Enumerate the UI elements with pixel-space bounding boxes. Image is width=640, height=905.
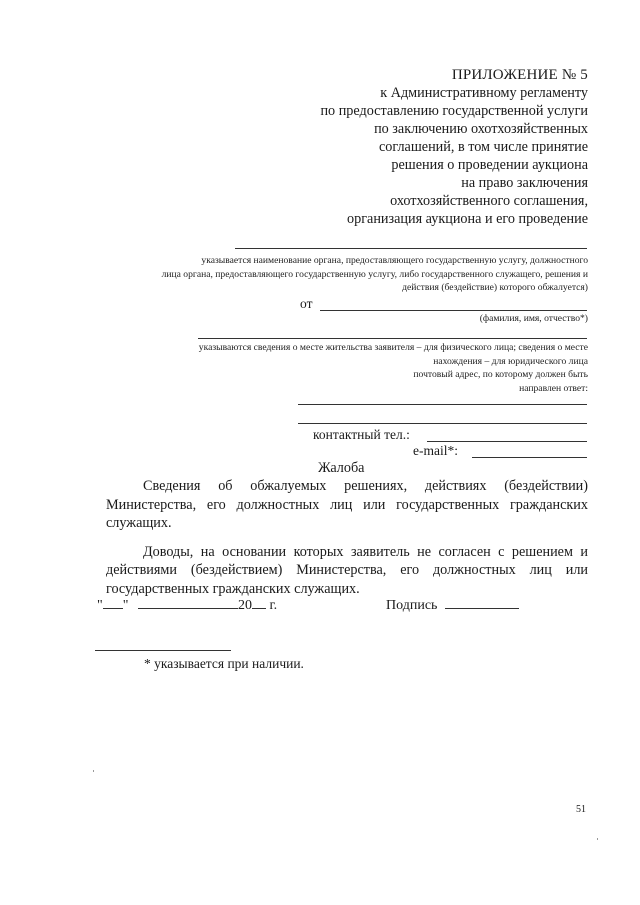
address-hint: указываются сведения о месте жительства заявителя – для физического лица; сведения о месте нахождения – для юридического лица почтовый адрес, по которому должен быть направлен ответ: xyxy=(198,342,588,394)
addressee-hint: указывается наименование органа, предоставляющего государственную услугу, должностного лица органа, предоставляющего государственную услугу, либо государственного служащего, решения и действия (бездействие) которого обжалуется) xyxy=(161,255,588,293)
header-line: соглашений, в том числе принятие xyxy=(378,139,588,155)
signature-field: Подпись xyxy=(386,598,519,614)
phone-label: контактный тел.: xyxy=(313,427,410,442)
appendix-title: ПРИЛОЖЕНИЕ № 5 xyxy=(451,67,588,83)
header-line: охотхозяйственного соглашения, xyxy=(390,193,588,209)
complaint-paragraph-1: Сведения об обжалуемых решениях, действиях (бездействии) Министерства, его должностных лиц или государственных гражданских служащих. xyxy=(106,478,588,531)
header-line: по заключению охотхозяйственных xyxy=(374,121,588,137)
complaint-heading: Жалоба xyxy=(318,460,365,476)
complaint-body xyxy=(106,477,588,598)
header-line: по предоставлению государственной услуги xyxy=(320,103,588,119)
header-line: решения о проведении аукциона xyxy=(391,157,588,173)
sender-name-hint: (фамилия, имя, отчество*) xyxy=(479,313,588,324)
header-line: на право заключения xyxy=(461,175,588,191)
phone-line[interactable] xyxy=(427,441,587,442)
footnote-separator xyxy=(95,650,231,651)
date-field: " " 20 г. xyxy=(97,598,278,613)
header-line: организация аукциона и его проведение xyxy=(347,211,588,227)
page-number: 51 xyxy=(576,804,586,815)
scan-speck xyxy=(597,838,598,840)
postal-address-line-1[interactable] xyxy=(298,404,587,405)
header-line: к Административному регламенту xyxy=(380,85,588,101)
complaint-paragraph-2: Доводы, на основании которых заявитель не согласен с решением и действиями (бездействием) Министерства, его должностных лиц или государственных гражданских служащих. xyxy=(106,543,588,597)
year-blank[interactable] xyxy=(252,608,266,609)
appendix-header xyxy=(320,66,588,228)
signature-blank[interactable] xyxy=(445,608,519,609)
footnote: * указывается при наличии. xyxy=(144,656,304,671)
postal-address-line-2[interactable] xyxy=(298,423,587,424)
address-line[interactable] xyxy=(198,338,587,339)
scan-speck xyxy=(93,770,94,772)
month-blank[interactable] xyxy=(138,608,238,609)
from-label: от xyxy=(300,296,313,311)
sender-name-line[interactable] xyxy=(320,310,587,311)
email-line[interactable] xyxy=(472,457,587,458)
email-label: e-mail*: xyxy=(413,443,458,458)
day-blank[interactable] xyxy=(103,608,123,609)
addressee-line[interactable] xyxy=(235,248,587,249)
